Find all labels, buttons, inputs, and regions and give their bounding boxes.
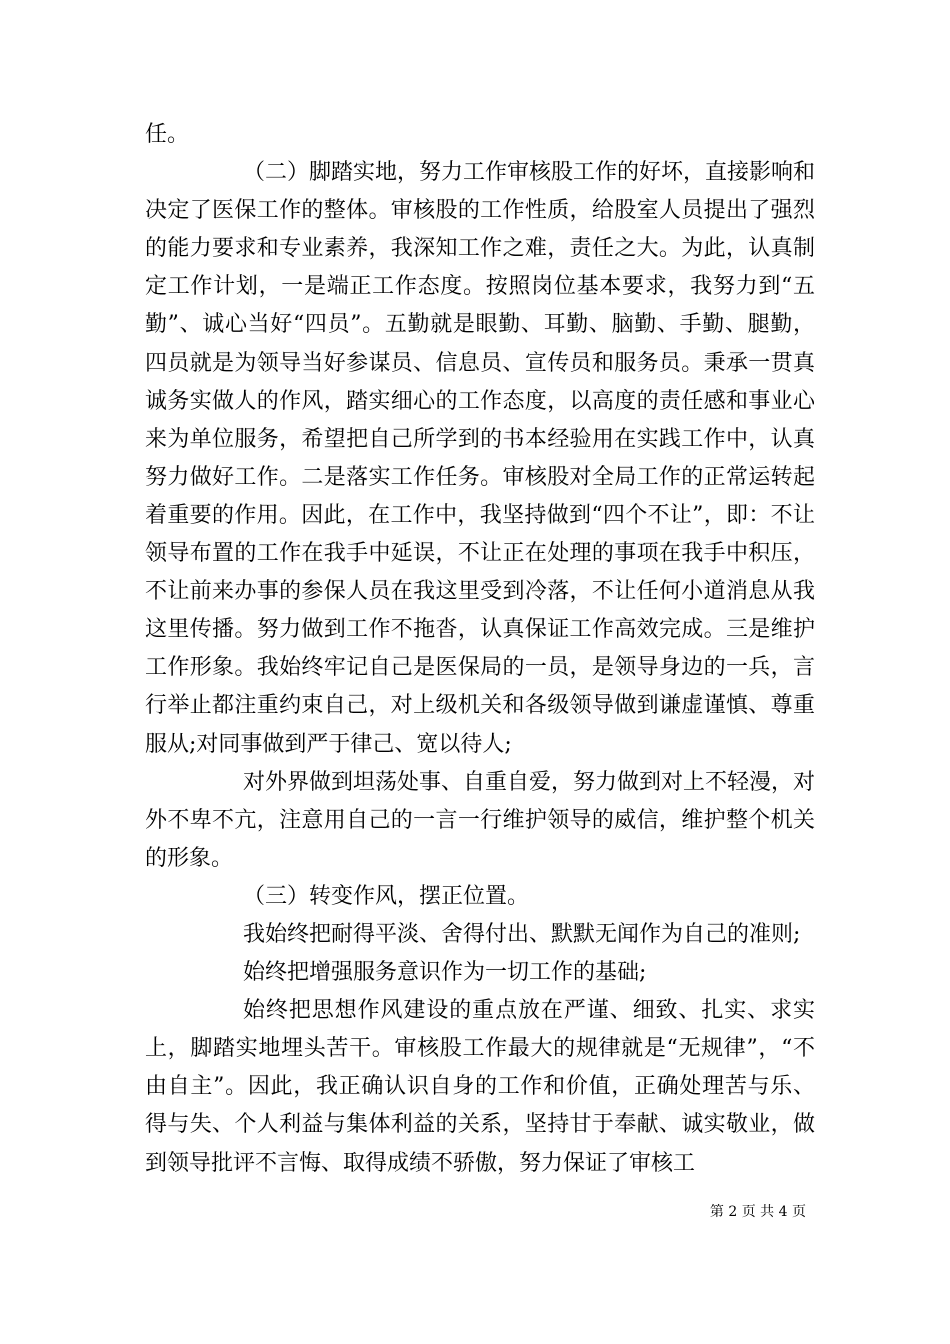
page-number-footer: 第 2 页 共 4 页 <box>709 1204 806 1220</box>
paragraph-section-two: （二）脚踏实地，努力工作审核股工作的好坏，直接影响和决定了医保工作的整体。审核股的工作性质，给股室人员提出了强烈的能力要求和专业素养，我深知工作之难，责任之大。为此，认真制定工作计划，一是端正工作态度。按照岗位基本要求，我努力到“五勤”、诚心当好“四员”。五勤就是眼勤、耳勤、脑勤、手勤、腿勤，四员就是为领导当好参谋员、信息员、宣传员和服务员。秉承一贯真诚务实做人的作风，踏实细心的工作态度，以高度的责任感和事业心来为单位服务，希望把自己所学到的书本经验用在实践工作中，认真努力做好工作。二是落实工作任务。审核股对全局工作的正常运转起着重要的作用。因此，在工作中，我坚持做到“四个不让”，即：不让领导布置的工作在我手中延误，不让正在处理的事项在我手中积压，不让前来办事的参保人员在我这里受到冷落，不让任何小道消息从我这里传播。努力做到工作不拖沓，认真保证工作高效完成。三是维护工作形象。我始终牢记自己是医保局的一员，是领导身边的一兵，言行举止都注重约束自己，对上级机关和各级领导做到谦虚谨慎、尊重服从;对同事做到严于律己、宽以待人; <box>145 160 816 757</box>
paragraph-work-style: 始终把思想作风建设的重点放在严谨、细致、扎实、求实上，脚踏实地埋头苦干。审核股工作最大的规律就是“无规律”，“不由自主”。因此，我正确认识自身的工作和价值，正确处理苦与乐、得与失、个人利益与集体利益的关系，坚持甘于奉献、诚实敬业，做到领导批评不言悔、取得成绩不骄傲，努力保证了审核工 <box>145 998 815 1176</box>
paragraph-external-conduct: 对外界做到坦荡处事、自重自爱，努力做到对上不轻漫，对外不卑不亢，注意用自己的一言一行维护领导的威信，维护整个机关的形象。 <box>145 769 816 871</box>
paragraph-service-awareness: 始终把增强服务意识作为一切工作的基础; <box>243 960 647 986</box>
paragraph-principle: 我始终把耐得平淡、舍得付出、默默无闻作为自己的准则; <box>243 921 801 947</box>
heading-section-three: （三）转变作风，摆正位置。 <box>243 883 530 909</box>
paragraph-continuation: 任。 <box>145 122 190 147</box>
document-body <box>145 116 815 1183</box>
